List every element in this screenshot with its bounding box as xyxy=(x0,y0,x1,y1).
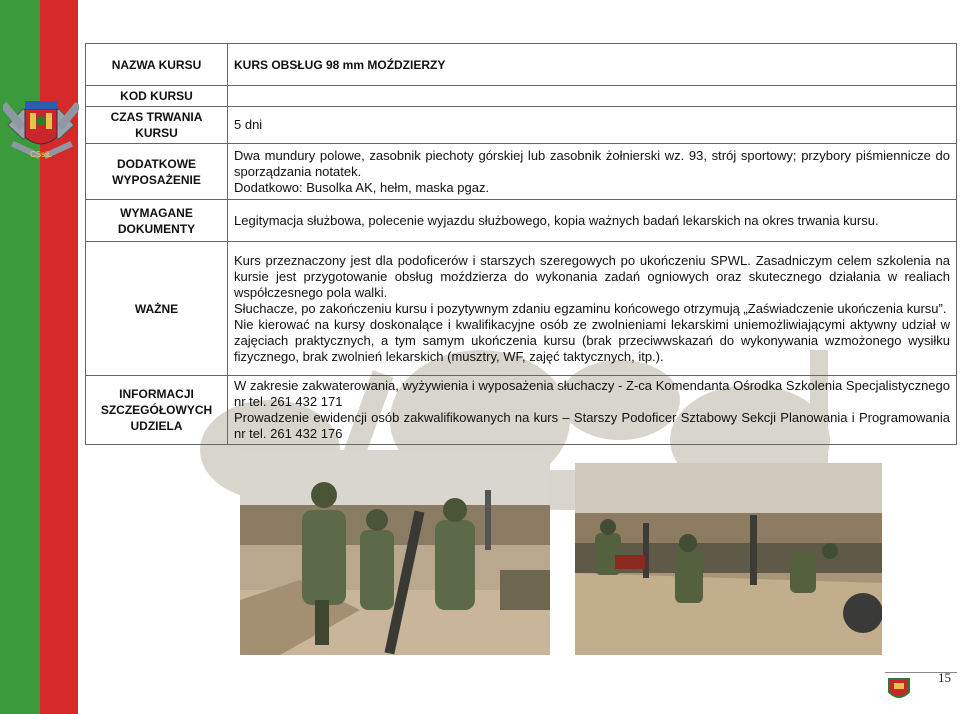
label-course-name: NAZWA KURSU xyxy=(86,44,228,86)
value-documents: Legitymacja służbowa, polecenie wyjazdu służbowego, kopia ważnych badań lekarskich na okres trwania kursu. xyxy=(228,200,957,242)
row-course-code xyxy=(86,86,957,107)
label-important: WAŻNE xyxy=(86,242,228,376)
contact-line-1: W zakresie zakwaterowania, wyżywienia i wyposażenia słuchaczy - Z-ca Komendanta Ośrodka Szkolenia Specjalistycznego nr tel. 261 432 171 xyxy=(234,378,950,409)
value-course-name: KURS OBSŁUG 98 mm MOŹDZIERZY xyxy=(228,44,957,86)
equipment-line-2: Dodatkowo: Busolka AK, hełm, maska pgaz. xyxy=(234,179,490,195)
row-duration xyxy=(86,107,957,144)
contact-line-2: Prowadzenie ewidencji osób zakwalifikowanych na kurs – Starszy Podoficer Sztabowy Sekcji Planowania i Programowania nr tel. 261 432 176 xyxy=(234,410,950,441)
course-info-table xyxy=(85,43,957,445)
label-documents: WYMAGANE DOKUMENTY xyxy=(86,200,228,242)
important-line-2: Słuchacze, po zakończeniu kursu i pozytywnym zdaniu egzaminu końcowego otrzymują „Zaświadczenie ukończenia kursu”. xyxy=(234,300,947,316)
label-course-code: KOD KURSU xyxy=(86,86,228,107)
row-documents xyxy=(86,200,957,242)
unit-emblem-icon xyxy=(3,95,79,165)
page-number: 15 xyxy=(938,670,951,685)
row-course-name xyxy=(86,44,957,86)
important-line-3: Nie kierować na kursy doskonalące i kwalifikacyjne osób ze zwolnieniami lekarskimi uniemożliwiającymi aktywny udział w zajęciach praktycznych, a tym samym ukończenia kursu (brak przeciwwskazań do wykonywania wzmożonego wysiłku fizycznego, brak zwolnień lekarskich (musztry, WF, zajęć taktycznych, itp.). xyxy=(234,316,950,364)
row-important xyxy=(86,242,957,376)
photo-mortar-firing-position xyxy=(575,463,882,655)
label-equipment: DODATKOWE WYPOSAŻENIE xyxy=(86,144,228,200)
value-duration: 5 dni xyxy=(228,107,957,144)
value-important xyxy=(228,242,957,376)
equipment-line-1: Dwa mundury polowe, zasobnik piechoty górskiej lub zasobnik żołnierski wz. 93, strój sportowy; przybory piśmiennicze do sporządzania notatek. xyxy=(234,147,950,179)
label-duration: CZAS TRWANIA KURSU xyxy=(86,107,228,144)
label-contact: INFORMACJI SZCZEGÓŁOWYCH UDZIELA xyxy=(86,376,228,445)
svg-text:CSsiŁ: CSsiŁ xyxy=(30,150,52,159)
row-contact xyxy=(86,376,957,445)
row-equipment xyxy=(86,144,957,200)
important-line-1: Kurs przeznaczony jest dla podoficerów i starszych szeregowych po ukończeniu SPWL. Zasadniczym celem szkolenia na kursie jest przygotowanie obsług moździerza do wykonania zadań ogniowych oraz skutecznego działania w realiach współczesnego pola walki. xyxy=(234,252,950,300)
photo-mortar-crew-close xyxy=(240,450,550,655)
value-contact xyxy=(228,376,957,445)
value-equipment xyxy=(228,144,957,200)
footer-emblem-icon xyxy=(886,676,912,702)
value-course-code xyxy=(228,86,957,107)
